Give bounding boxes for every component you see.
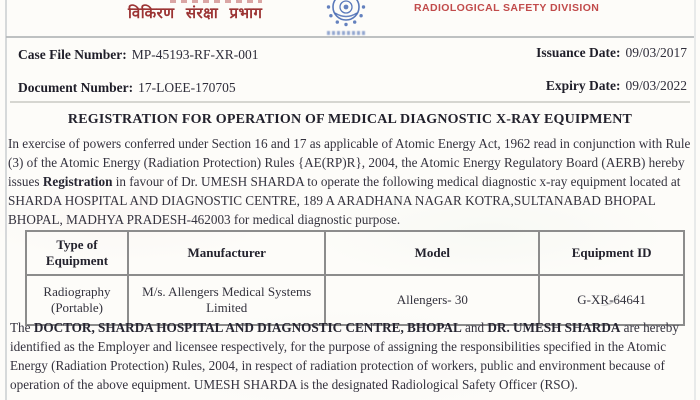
document-number-value: 17-LOEE-170705 bbox=[138, 80, 236, 95]
expiry-date-label: Expiry Date: bbox=[545, 78, 621, 93]
table-cell: Allengers- 30 bbox=[325, 275, 539, 325]
column-header: Equipment ID bbox=[539, 231, 684, 275]
table-header-row bbox=[26, 231, 684, 275]
scan-left-edge bbox=[5, 0, 7, 400]
expiry-date-value: 09/03/2022 bbox=[625, 78, 687, 93]
certificate-title: REGISTRATION FOR OPERATION OF MEDICAL DIAGNOSTIC X-RAY EQUIPMENT bbox=[67, 112, 633, 127]
division-name-english: RADIOLOGICAL SAFETY DIVISION bbox=[414, 2, 600, 14]
document-number-label: Document Number: bbox=[18, 80, 134, 95]
column-header: Manufacturer bbox=[128, 231, 325, 275]
meta-divider bbox=[10, 101, 690, 103]
case-file-number bbox=[18, 47, 259, 63]
issuance-date bbox=[536, 45, 687, 61]
equipment-table bbox=[25, 230, 685, 326]
table-cell: M/s. Allengers Medical Systems Limited bbox=[128, 275, 325, 325]
government-emblem-icon bbox=[321, 0, 371, 33]
column-header: Model bbox=[325, 231, 539, 275]
responsibility-paragraph: The DOCTOR, SHARDA HOSPITAL AND DIAGNOSTIC CENTRE, BHOPAL and DR. UMESH SHARDA are hereby identified as the Employer and licensee respectively, for the purpose of assigning the responsibilities specified in the Atomic Energy (Radiation Protection) Rules, 2004, in respect of radiation protection of workers, public and environment because of operation of the above equipment. UMESH SHARDA is the designated Radiological Safety Officer (RSO). bbox=[10, 320, 679, 392]
emblem-caption bbox=[327, 31, 367, 35]
issuance-date-label: Issuance Date: bbox=[536, 45, 621, 60]
division-name-hindi: विकिरण संरक्षा प्रभाग bbox=[128, 6, 263, 22]
case-file-value: MP-45193-RF-XR-001 bbox=[131, 47, 259, 62]
column-header: Type of Equipment bbox=[26, 231, 128, 275]
expiry-date bbox=[546, 78, 687, 94]
table-cell: Radiography (Portable) bbox=[26, 275, 128, 325]
grant-paragraph: In exercise of powers conferred under Section 16 and 17 as applicable of Atomic Energy Act, 1962 read in conjunction with Rule (3) of the Atomic Energy (Radiation Protection) Rules {AE(RP)R}, 2004, the Atomic Energy Regulatory Board (AERB) hereby issues Registration in favour of Dr. UMESH SHARDA to operate the following medical diagnostic x-ray equipment located at SHARDA HOSPITAL AND DIAGNOSTIC CENTRE, 189 A ARADHANA NAGAR KOTRA,SULTANABAD BHOPAL BHOPAL, MADHYA PRADESH-462003 for medical diagnostic purpose. bbox=[8, 136, 691, 227]
header-divider bbox=[6, 36, 694, 38]
case-file-label: Case File Number: bbox=[18, 47, 127, 62]
document-number bbox=[18, 80, 236, 96]
table-cell: G-XR-64641 bbox=[539, 275, 684, 325]
issuance-date-value: 09/03/2017 bbox=[625, 45, 687, 60]
